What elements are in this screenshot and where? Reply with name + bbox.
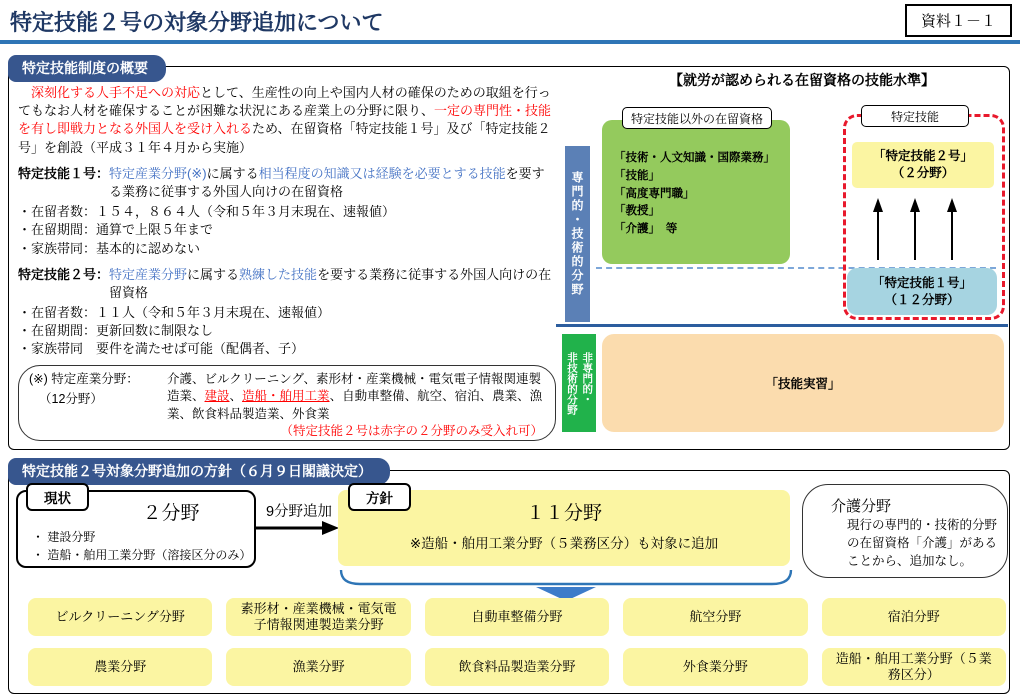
field-cell: 素形材・産業機械・電気電子情報関連製造業分野 <box>226 598 410 636</box>
axis-nonprofessional-label <box>564 352 594 415</box>
note-list-red-2: 造船・舶用工業 <box>242 389 330 404</box>
field-cell: 造船・舶用工業分野（５業務区分） <box>822 648 1006 686</box>
title-divider <box>0 40 1020 44</box>
other-status-pill: 特定技能以外の在留資格 <box>622 107 772 129</box>
note-red-remark: （特定技能２号は赤字の２分野のみ受入れ可） <box>280 424 543 439</box>
note-label: (※) 特定産業分野： <box>29 371 139 386</box>
type1-black-2: を要する業務に従事する外国人向けの在留資格 <box>109 165 545 199</box>
other-status-item: 「教授」 <box>614 205 660 218</box>
current-field-list <box>32 528 251 564</box>
type1-bullet: ・ 家族帯同：基本的に認めない <box>18 240 556 258</box>
target-fields-grid <box>28 598 1006 686</box>
type1-body <box>109 165 556 201</box>
added-fields-arrow-label: 9分野追加 <box>265 504 333 520</box>
type2-bullet: ・ 在留者数：１１人（令和５年３月末現在、速報値） <box>18 304 556 322</box>
type1-blue-1: 特定産業分野(※) <box>109 165 207 181</box>
field-cell: 航空分野 <box>623 598 807 636</box>
field-cell: 自動車整備分野 <box>425 598 609 636</box>
tokutei-type1-line2: （１２分野） <box>884 292 960 307</box>
type2-bullet-list <box>18 304 556 359</box>
diagram-separator-line <box>556 324 1008 327</box>
tokutei-ginou-pill: 特定技能 <box>861 105 969 127</box>
tokutei-type1-box <box>847 268 997 315</box>
field-cell: ビルクリーニング分野 <box>28 598 212 636</box>
note-list-column <box>167 371 543 439</box>
current-field-count: ２分野 <box>142 503 200 524</box>
other-status-item: 「技能」 <box>614 169 660 182</box>
intro-red-2: 一定の専門性・技能を有し即戦力となる外国人を受け入れる <box>18 103 552 137</box>
industry-fields-note-box <box>18 365 556 441</box>
note-list-black-2: 、自動車整備、航空、宿泊、農業、漁業、飲食料品製造業、外食業 <box>167 389 543 421</box>
note-list-sep: 、 <box>229 389 243 404</box>
type1-bullet-list <box>18 203 556 258</box>
overview-text-column <box>18 84 556 441</box>
note-list-black-1: 介護、ビルクリーニング、素形材・産業機械・電気電子情報関連製造業、 <box>167 371 542 404</box>
kaigo-title: 介護分野 <box>831 498 892 515</box>
plan-field-count: １１分野 <box>525 503 602 524</box>
type2-black-1: に属する <box>187 266 240 282</box>
right-arrow-icon <box>256 520 340 536</box>
type2-body <box>109 266 556 302</box>
tokutei-type1-line1: 「特定技能１号」 <box>871 275 972 290</box>
overview-section-badge: 特定技能制度の概要 <box>8 55 166 82</box>
ginou-jisshu-box: 「技能実習」 <box>602 334 1004 432</box>
field-cell: 農業分野 <box>28 648 212 686</box>
other-status-item: 「技術・人文知識・国際業務」 <box>614 152 775 164</box>
axis-nonprofessional-line1: 非専門的・ <box>581 351 594 404</box>
type1-black-1: に属する <box>206 165 259 181</box>
field-cell: 飲食料品製造業分野 <box>425 648 609 686</box>
other-status-items <box>602 120 790 239</box>
axis-nonprofessional-line2: 非技術的分野 <box>566 351 578 415</box>
other-status-item: 「高度専門職」 <box>614 187 695 200</box>
type2-bullet: ・ 在留期間：更新回数に制限なし <box>18 322 556 340</box>
type1-label: 特定技能１号： <box>18 165 110 181</box>
upgrade-arrows-icon <box>870 196 960 262</box>
type1-definition <box>18 165 556 201</box>
axis-professional-bar <box>565 146 590 322</box>
policy-section-badge: 特定技能２号対象分野追加の方針（６月９日閣議決定） <box>8 458 390 485</box>
field-cell: 外食業分野 <box>623 648 807 686</box>
kaigo-field-note-box <box>802 484 1008 578</box>
axis-professional-label: 専門的・技術的分野 <box>570 171 584 297</box>
type1-bullet: ・ 在留期間：通算で上限５年まで <box>18 221 556 239</box>
plan-pill: 方針 <box>348 483 411 511</box>
current-field-item: ・ 造船・舶用工業分野（溶接区分のみ） <box>32 546 251 564</box>
kaigo-body: 現行の専門的・技術的分野の在留資格「介護」があることから、追加なし。 <box>847 518 998 568</box>
document-number-label: 資料１－１ <box>905 4 1012 37</box>
intro-red-1: 深刻化する人手不足への対応 <box>31 85 201 100</box>
overview-intro-paragraph <box>18 84 556 157</box>
diagram-title: 【就労が認められる在留資格の技能水準】 <box>669 72 935 88</box>
type2-black-2: を要する業務に従事する外国人向けの在留資格 <box>109 266 552 300</box>
note-field-count: （12分野） <box>39 392 103 407</box>
note-label-column <box>29 371 167 436</box>
type2-blue-1: 特定産業分野 <box>109 266 188 282</box>
note-list-red-1: 建設 <box>204 389 230 404</box>
tokutei-type2-box <box>852 142 994 188</box>
field-cell: 漁業分野 <box>226 648 410 686</box>
type2-blue-2: 熟練した技能 <box>239 266 318 282</box>
type2-label: 特定技能２号： <box>18 266 110 282</box>
note-field-list <box>167 371 543 424</box>
type2-bullet: ・ 家族帯同 要件を満たせば可能（配偶者、子） <box>18 340 556 358</box>
intro-black-2: ため、在留資格「特定技能１号」及び「特定技能２号」を創設（平成３１年４月から実施） <box>18 121 551 155</box>
type2-definition <box>18 266 556 302</box>
type1-blue-2: 相当程度の知識又は経験を必要とする技能 <box>258 165 506 181</box>
type1-bullet: ・ 在留者数：１５４，８６４人（令和５年３月末現在、速報値） <box>18 203 556 221</box>
plan-note: ※造船・舶用工業分野（５業務区分）も対象に追加 <box>409 536 719 551</box>
page-title: 特定技能２号の対象分野追加について <box>10 10 384 35</box>
tokutei-type2-line2: （２分野） <box>891 166 955 180</box>
axis-nonprofessional-bar <box>562 334 596 432</box>
other-status-box <box>602 120 790 264</box>
field-cell: 宿泊分野 <box>822 598 1006 636</box>
tokutei-type2-line1: 「特定技能２号」 <box>872 149 973 164</box>
intro-black-1: として、生産性の向上や国内人材の確保のための取組を行ってもなお人材を確保することが困難な状況にある産業上の分野に限り、 <box>18 85 551 119</box>
other-status-item: 「介護」 等 <box>614 223 678 236</box>
brace-and-down-arrow-icon <box>338 568 794 602</box>
current-status-pill: 現状 <box>26 483 89 511</box>
current-field-item: ・ 建設分野 <box>32 528 251 546</box>
